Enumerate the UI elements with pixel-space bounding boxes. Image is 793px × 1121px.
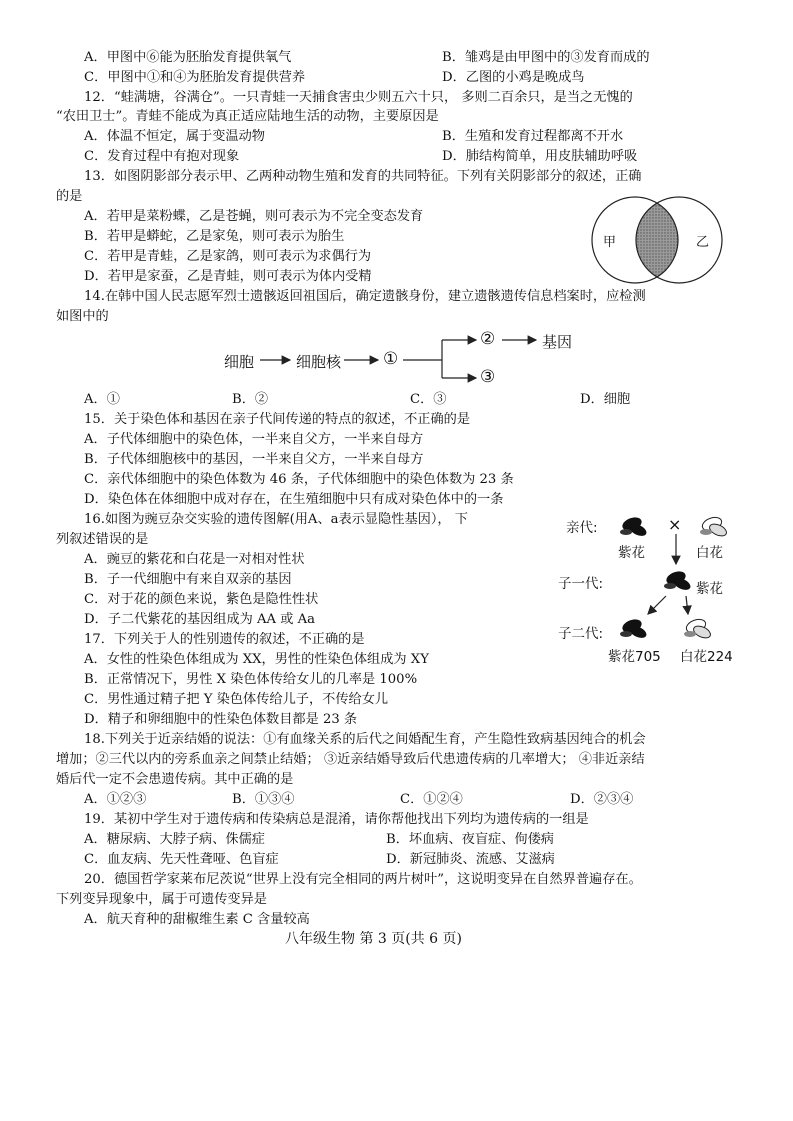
cross-diagram bbox=[540, 510, 785, 665]
q18-option-b: B．①③④ bbox=[232, 792, 295, 807]
q16-stem-cont: 列叙述错误的是 bbox=[56, 532, 149, 547]
q19-option-d: D．新冠肺炎、流感、艾滋病 bbox=[386, 852, 555, 867]
parent-white-label: 白花 bbox=[696, 545, 723, 561]
q19-option-b: B．坏血病、夜盲症、佝偻病 bbox=[386, 832, 554, 847]
q13-option-c: C．若甲是青蛙，乙是家鸽，则可表示为求偶行为 bbox=[84, 249, 372, 264]
q18-option-c: C．①②④ bbox=[400, 792, 463, 807]
flow-gene: 基因 bbox=[542, 333, 573, 351]
flow-step-2: ② bbox=[480, 329, 496, 349]
parent-purple-label: 紫花 bbox=[618, 545, 645, 561]
q11-option-b: B．雏鸡是由甲图中的③发育而成的 bbox=[442, 50, 650, 65]
q17-option-b: B．正常情况下，男性 X 染色体传给女儿的几率是 100% bbox=[84, 672, 418, 687]
q18-stem-cont2: 婚后代一定不会患遗传病。其中正确的是 bbox=[56, 772, 294, 787]
q20-option-a: A．航天育种的甜椒维生素 C 含量较高 bbox=[84, 912, 310, 927]
q15-stem: 15．关于染色体和基因在亲子代间传递的特点的叙述，不正确的是 bbox=[84, 412, 471, 427]
q12-stem: 12．“蛙满塘，谷满仓”。一只青蛙一天捕食害虫少则五六十只， 多则二百余只，是当之无愧的 bbox=[84, 90, 633, 105]
flow-diagram bbox=[220, 326, 600, 388]
venn-label-right: 乙 bbox=[696, 235, 710, 250]
f1-purple-flower-icon bbox=[664, 569, 692, 592]
q11-option-c: C．甲图中①和④为胚胎发育提供营养 bbox=[84, 70, 306, 85]
q18-option-d: D．②③④ bbox=[570, 792, 634, 807]
q15-option-c: C．亲代体细胞中的染色体数为 46 条，子代体细胞中的染色体数为 23 条 bbox=[84, 472, 514, 487]
flow-step-3: ③ bbox=[480, 367, 496, 387]
q14-option-d: D．细胞 bbox=[580, 392, 631, 407]
cross-sign: × bbox=[668, 515, 682, 534]
f1-purple-label: 紫花 bbox=[696, 581, 723, 597]
q16-option-d: D．子二代紫花的基因组成为 AA 或 Aa bbox=[84, 612, 316, 627]
flow-step-1: ① bbox=[383, 349, 399, 369]
q14-option-a: A．① bbox=[84, 392, 120, 407]
flow-nucleus: 细胞核 bbox=[296, 353, 342, 371]
f2-purple-flower-icon bbox=[620, 617, 648, 640]
q19-option-a: A．糖尿病、大脖子病、侏儒症 bbox=[84, 832, 265, 847]
q12-option-c: C．发育过程中有抱对现象 bbox=[84, 149, 240, 164]
parent-generation-label: 亲代: bbox=[566, 520, 598, 536]
q12-stem-cont: “农田卫士”。青蛙不能成为真正适应陆地生活的动物，主要原因是 bbox=[56, 109, 439, 124]
q16-option-c: C．对于花的颜色来说，紫色是隐性性状 bbox=[84, 592, 319, 607]
q18-stem: 18.下列关于近亲结婚的说法：①有血缘关系的后代之间婚配生育，产生隐性致病基因纯合的机会 bbox=[84, 732, 646, 747]
q19-option-c: C．血友病、先天性聋哑、色盲症 bbox=[84, 852, 279, 867]
q20-stem: 20．德国哲学家莱布尼茨说“世界上没有完全相同的两片树叶”，这说明变异在自然界普遍存在。 bbox=[84, 872, 642, 887]
q17-option-a: A．女性的性染色体组成为 XX，男性的性染色体组成为 XY bbox=[84, 652, 429, 667]
q18-stem-cont: 增加；②三代以内的旁系血亲之间禁止结婚； ③近亲结婚导致后代患遗传病的几率增大； ④非近亲结 bbox=[56, 752, 645, 767]
f2-purple-label: 紫花705 bbox=[608, 649, 661, 665]
q17-option-c: C．男性通过精子把 Y 染色体传给儿子，不传给女儿 bbox=[84, 692, 389, 707]
q15-option-d: D．染色体在体细胞中成对存在，在生殖细胞中只有成对染色体中的一条 bbox=[84, 492, 504, 507]
f2-white-flower-icon bbox=[684, 617, 712, 640]
f1-generation-label: 子一代: bbox=[558, 576, 604, 592]
q16-option-b: B．子一代细胞中有来自双亲的基因 bbox=[84, 572, 292, 587]
q20-stem-cont: 下列变异现象中，属于可遗传变异是 bbox=[56, 892, 267, 907]
q14-stem: 14.在韩中国人民志愿军烈士遗骸返回祖国后，确定遗骸身份，建立遗骸遗传信息档案时，应检测 bbox=[84, 289, 646, 304]
f2-generation-label: 子二代: bbox=[558, 626, 604, 642]
parent-white-flower-icon bbox=[700, 515, 728, 538]
q13-option-b: B．若甲是蟒蛇，乙是家兔，则可表示为胎生 bbox=[84, 229, 345, 244]
q14-option-c: C．③ bbox=[410, 392, 447, 407]
venn-diagram bbox=[583, 196, 731, 286]
q14-stem-cont: 如图中的 bbox=[56, 309, 109, 324]
q19-stem: 19．某初中学生对于遗传病和传染病总是混淆，请你帮他找出下列均为遗传病的一组是 bbox=[84, 812, 589, 827]
q15-option-b: B．子代体细胞核中的基因，一半来自父方，一半来自母方 bbox=[84, 452, 424, 467]
q16-stem: 16.如图为豌豆杂交实验的遗传图解(用A、a表示显隐性基因）， 下 bbox=[84, 512, 468, 527]
parent-purple-flower-icon bbox=[620, 515, 648, 538]
q12-option-a: A．体温不恒定，属于变温动物 bbox=[84, 129, 265, 144]
page-footer: 八年级生物 第 3 页(共 6 页) bbox=[285, 931, 462, 947]
f2-white-label: 白花224 bbox=[680, 649, 733, 665]
venn-label-left: 甲 bbox=[603, 235, 617, 250]
flow-cell: 细胞 bbox=[224, 353, 255, 371]
q11-option-a: A．甲图中⑥能为胚胎发育提供氧气 bbox=[84, 50, 292, 65]
q12-option-d: D．肺结构简单，用皮肤辅助呼吸 bbox=[442, 149, 638, 164]
q14-option-b: B．② bbox=[232, 392, 269, 407]
q18-option-a: A．①②③ bbox=[84, 792, 147, 807]
q13-stem: 13．如图阴影部分表示甲、乙两种动物生殖和发育的共同特征。下列有关阴影部分的叙述，正确 bbox=[84, 169, 642, 184]
q11-option-d: D．乙图的小鸡是晚成鸟 bbox=[442, 70, 585, 85]
q13-option-d: D．若甲是家蚕，乙是青蛙，则可表示为体内受精 bbox=[84, 269, 372, 284]
q12-option-b: B．生殖和发育过程都离不开水 bbox=[442, 129, 624, 144]
q13-option-a: A．若甲是菜粉蝶，乙是苍蝇，则可表示为不完全变态发育 bbox=[84, 209, 424, 224]
q13-stem-cont: 的是 bbox=[56, 189, 83, 204]
q17-option-d: D．精子和卵细胞中的性染色体数目都是 23 条 bbox=[84, 712, 358, 727]
q16-option-a: A．豌豆的紫花和白花是一对相对性状 bbox=[84, 552, 305, 567]
q15-option-a: A．子代体细胞中的染色体，一半来自父方，一半来自母方 bbox=[84, 432, 424, 447]
q17-stem: 17．下列关于人的性别遗传的叙述，不正确的是 bbox=[84, 632, 365, 647]
